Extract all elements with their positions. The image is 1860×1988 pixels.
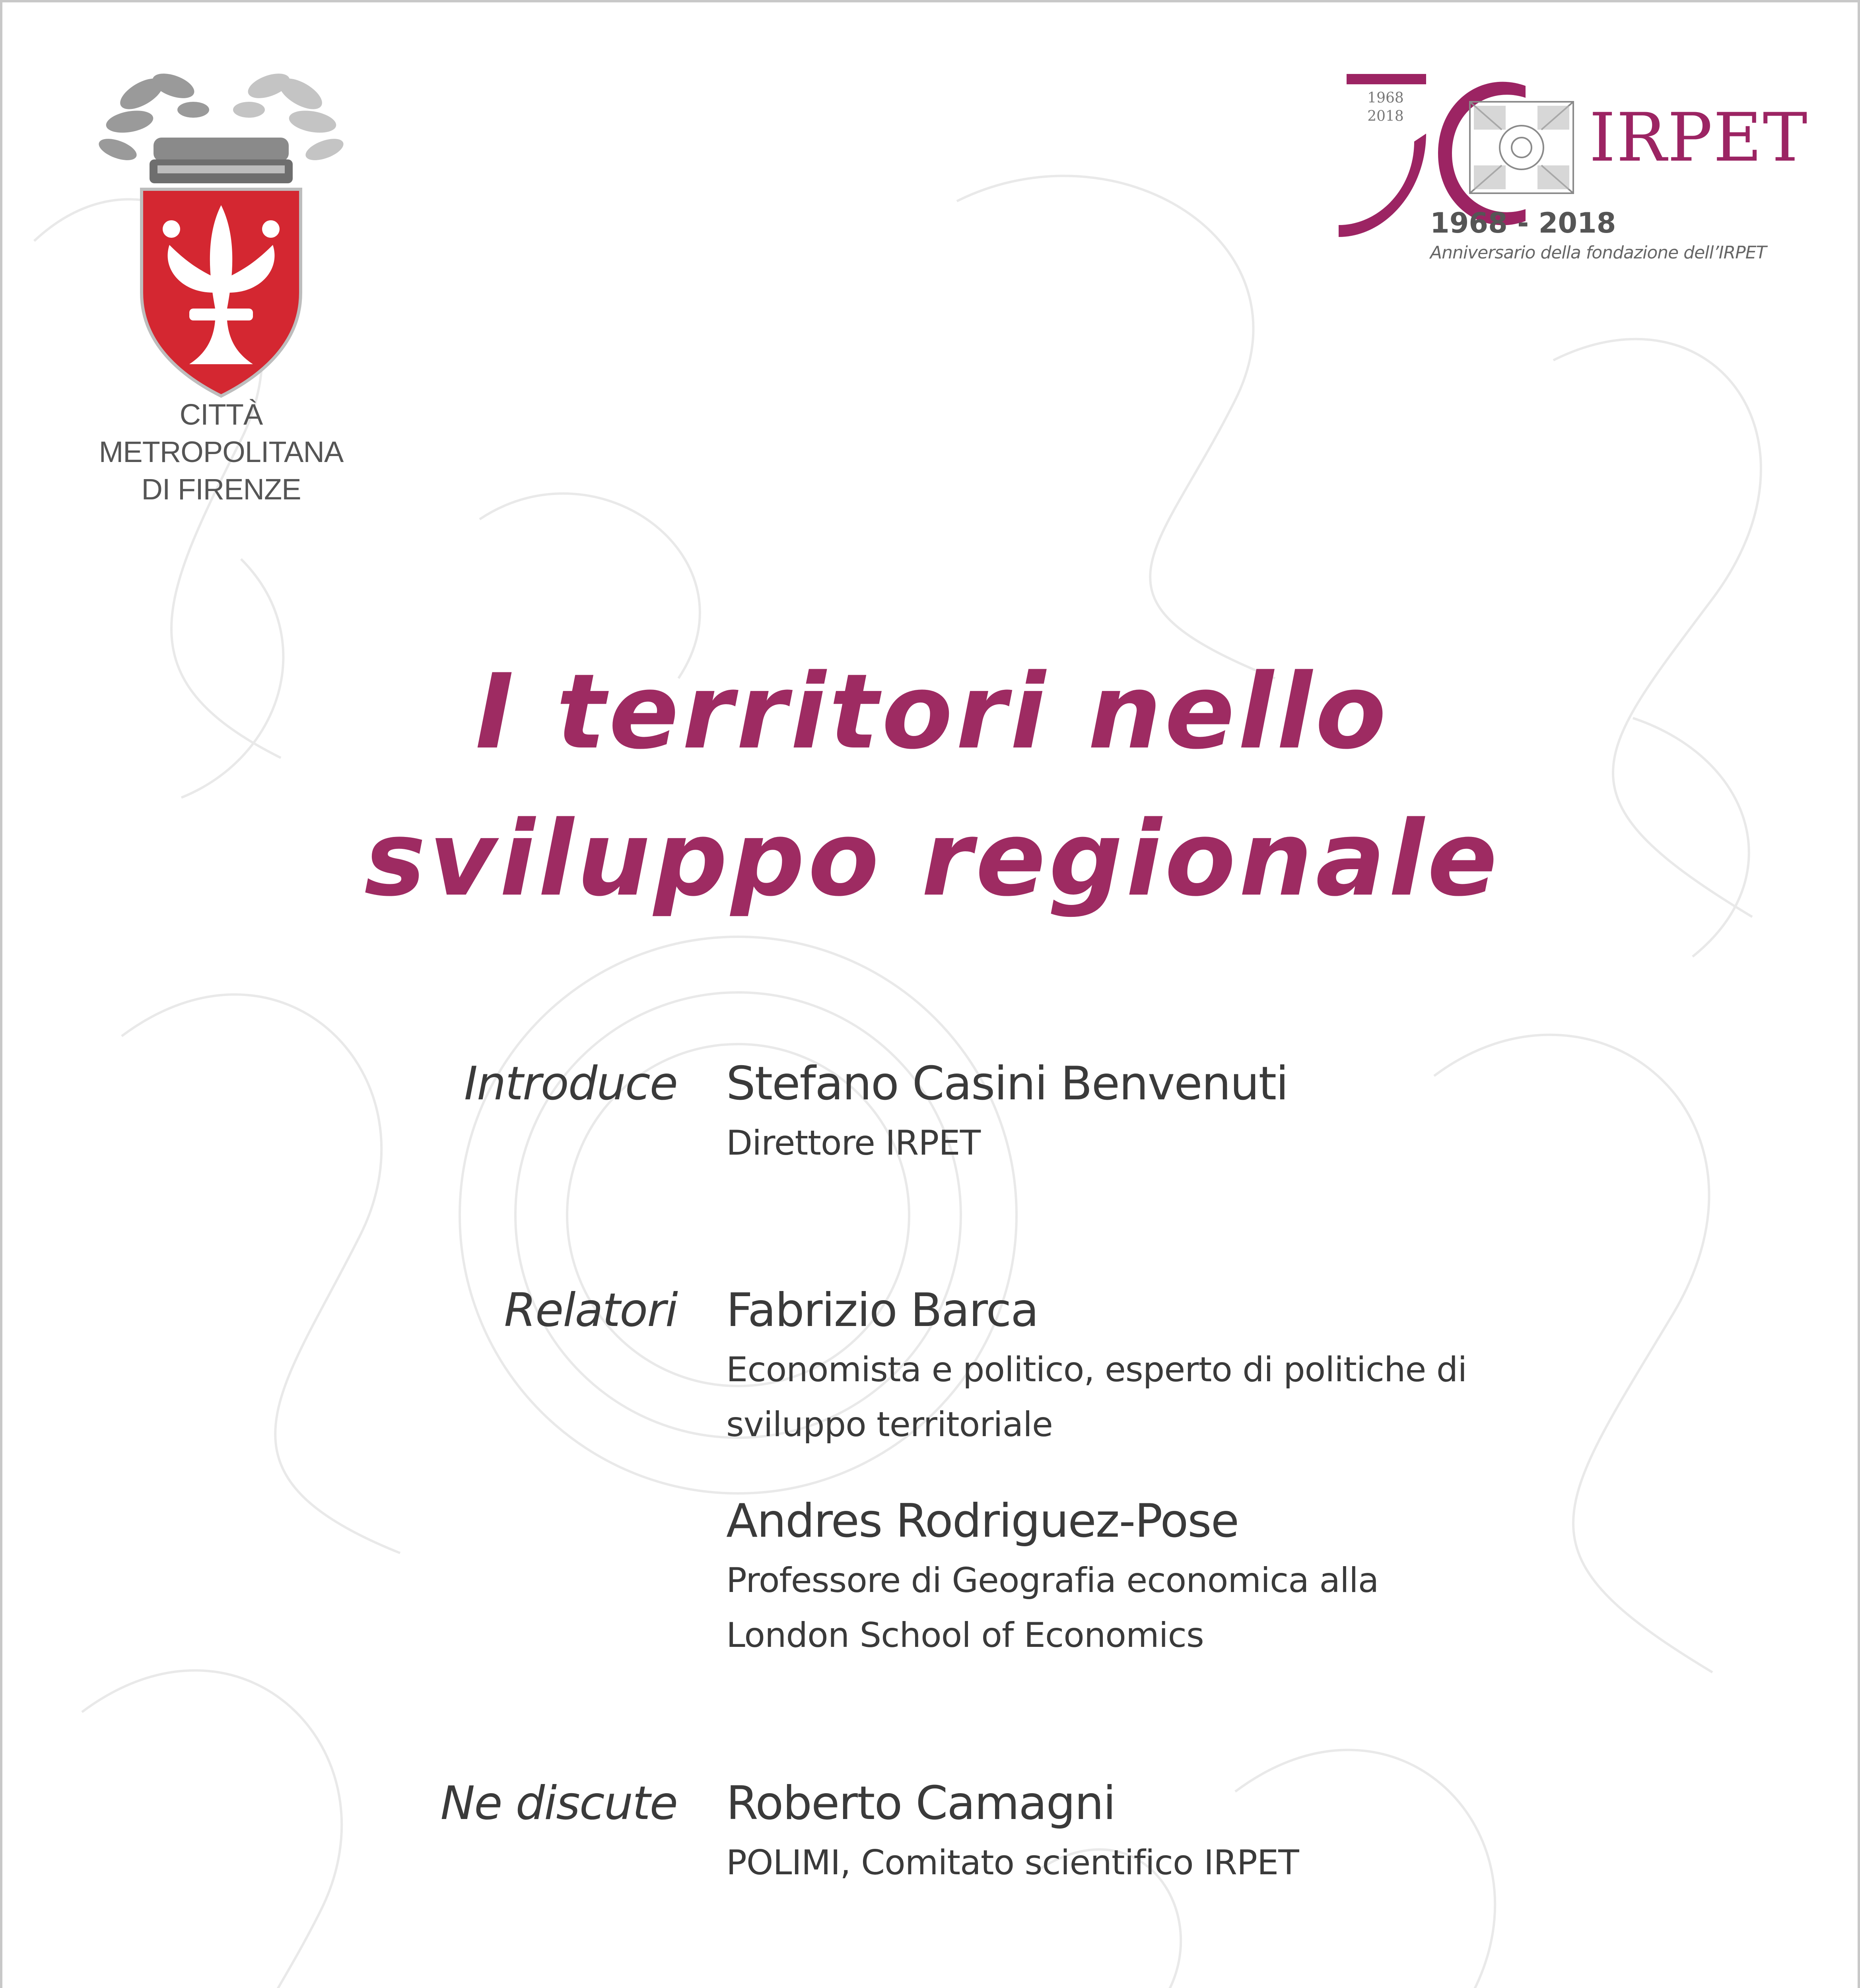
speaker-description: POLIMI, Comitato scientifico IRPET	[726, 1843, 1299, 1883]
speaker-name: Roberto Camagni	[726, 1776, 1115, 1830]
irpet-logo	[1339, 70, 1808, 277]
irpet-small-years	[1358, 89, 1413, 126]
irpet-year-start-small: 1968	[1367, 90, 1404, 106]
speaker-description: Direttore IRPET	[726, 1123, 981, 1163]
speaker	[726, 1772, 1522, 1890]
city-emblem	[66, 70, 376, 506]
speaker-description: Economista e politico, esperto di politiche di sviluppo territoriale	[726, 1350, 1467, 1444]
florence-lily-crest-icon	[94, 70, 348, 404]
emblem-line-2: DI FIRENZE	[141, 473, 301, 506]
role-label: Introduce	[464, 1057, 677, 1110]
speaker-name: Stefano Casini Benvenuti	[726, 1057, 1288, 1110]
irpet-years: 1968 - 2018	[1430, 207, 1616, 239]
speaker	[726, 1279, 1522, 1452]
title-line-1: I territori nello	[475, 652, 1390, 772]
speaker-name: Andres Rodriguez-Pose	[726, 1494, 1239, 1548]
role-label: Relatori	[504, 1283, 677, 1337]
speaker-description: Professore di Geografia economica alla London School of Economics	[726, 1561, 1379, 1655]
role-label: Ne discute	[440, 1776, 677, 1830]
title-line-2: sviluppo regionale	[364, 799, 1501, 919]
irpet-year-end-small: 2018	[1367, 108, 1404, 124]
event-title	[2, 639, 1860, 933]
irpet-caption: Anniversario della fondazione dell’IRPET	[1430, 243, 1767, 263]
speaker	[726, 1489, 1522, 1663]
irpet-name: IRPET	[1589, 99, 1808, 177]
speaker-name: Fabrizio Barca	[726, 1283, 1038, 1337]
emblem-caption	[66, 396, 376, 508]
emblem-line-1: CITTÀ METROPOLITANA	[99, 398, 344, 468]
speaker	[726, 1052, 1522, 1171]
